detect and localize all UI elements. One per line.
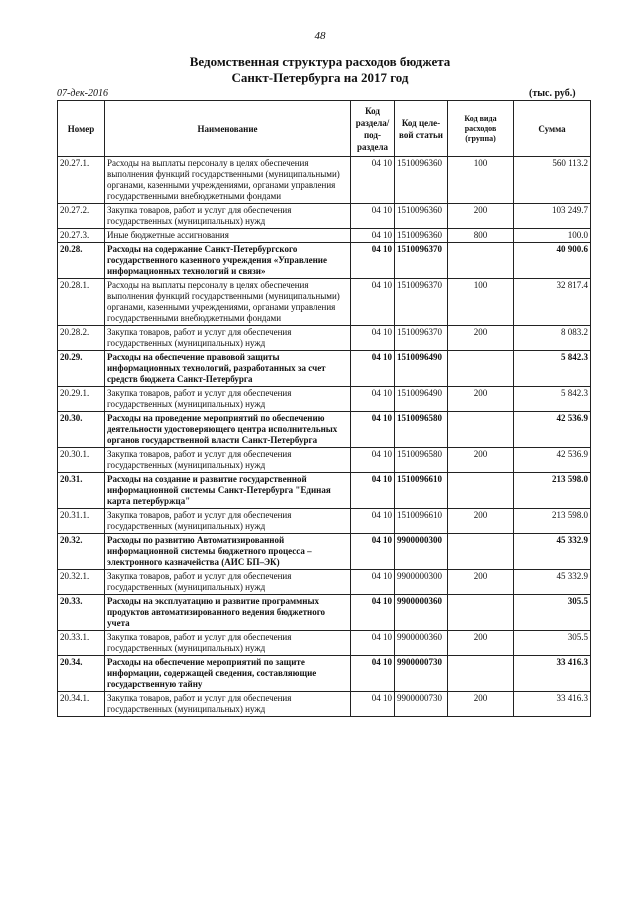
row-number: 20.29. — [58, 351, 105, 387]
row-summa: 40 900.6 — [514, 243, 591, 279]
table-row-section — [58, 243, 591, 279]
table-row — [58, 204, 591, 229]
table-row-section — [58, 595, 591, 631]
units-label: (тыс. руб.) — [529, 88, 576, 99]
row-celevaya-statya: 1510096370 — [395, 326, 448, 351]
row-celevaya-statya: 1510096360 — [395, 157, 448, 204]
row-summa: 305.5 — [514, 631, 591, 656]
header-nomer: Номер — [58, 101, 105, 157]
row-number: 20.34. — [58, 656, 105, 692]
row-razdel: 04 10 — [351, 326, 395, 351]
row-razdel: 04 10 — [351, 279, 395, 326]
table-row — [58, 448, 591, 473]
row-summa: 5 842.3 — [514, 387, 591, 412]
row-razdel: 04 10 — [351, 509, 395, 534]
row-summa: 45 332.9 — [514, 534, 591, 570]
row-razdel: 04 10 — [351, 157, 395, 204]
row-razdel: 04 10 — [351, 448, 395, 473]
row-celevaya-statya: 9900000730 — [395, 692, 448, 717]
row-name: Закупка товаров, работ и услуг для обеспечения государственных (муниципальных) нужд — [105, 387, 351, 412]
row-number: 20.27.2. — [58, 204, 105, 229]
row-name: Закупка товаров, работ и услуг для обеспечения государственных (муниципальных) нужд — [105, 509, 351, 534]
row-vid-rashodov — [448, 595, 514, 631]
row-vid-rashodov: 200 — [448, 448, 514, 473]
row-razdel: 04 10 — [351, 351, 395, 387]
table-row-section — [58, 351, 591, 387]
row-vid-rashodov: 200 — [448, 204, 514, 229]
row-summa: 103 249.7 — [514, 204, 591, 229]
row-number: 20.28.2. — [58, 326, 105, 351]
row-summa: 45 332.9 — [514, 570, 591, 595]
row-vid-rashodov: 100 — [448, 157, 514, 204]
row-razdel: 04 10 — [351, 692, 395, 717]
row-number: 20.34.1. — [58, 692, 105, 717]
row-vid-rashodov — [448, 534, 514, 570]
table-row-section — [58, 412, 591, 448]
row-vid-rashodov: 200 — [448, 387, 514, 412]
row-celevaya-statya: 1510096370 — [395, 279, 448, 326]
row-razdel: 04 10 — [351, 534, 395, 570]
table-row — [58, 509, 591, 534]
row-celevaya-statya: 9900000360 — [395, 631, 448, 656]
row-summa: 5 842.3 — [514, 351, 591, 387]
header-vid-rashodov: Код вида расходов (группа) — [448, 101, 514, 157]
row-celevaya-statya: 9900000360 — [395, 595, 448, 631]
row-vid-rashodov: 200 — [448, 692, 514, 717]
row-summa: 8 083.2 — [514, 326, 591, 351]
row-summa: 42 536.9 — [514, 448, 591, 473]
row-razdel: 04 10 — [351, 570, 395, 595]
table-row — [58, 631, 591, 656]
document-title — [0, 54, 640, 86]
row-number: 20.30.1. — [58, 448, 105, 473]
row-razdel: 04 10 — [351, 387, 395, 412]
row-celevaya-statya: 9900000730 — [395, 656, 448, 692]
row-celevaya-statya: 9900000300 — [395, 534, 448, 570]
table-body — [58, 157, 591, 717]
row-razdel: 04 10 — [351, 631, 395, 656]
row-name: Закупка товаров, работ и услуг для обеспечения государственных (муниципальных) нужд — [105, 448, 351, 473]
row-vid-rashodov — [448, 243, 514, 279]
row-number: 20.28.1. — [58, 279, 105, 326]
row-name: Расходы по развитию Автоматизированной информационной системы бюджетного процесса – электронного казначейства (АИС БП–ЭК) — [105, 534, 351, 570]
row-vid-rashodov: 200 — [448, 631, 514, 656]
header-summa: Сумма — [514, 101, 591, 157]
row-celevaya-statya: 1510096370 — [395, 243, 448, 279]
row-name: Закупка товаров, работ и услуг для обеспечения государственных (муниципальных) нужд — [105, 204, 351, 229]
row-celevaya-statya: 1510096360 — [395, 204, 448, 229]
document-date: 07-дек-2016 — [57, 88, 108, 99]
row-name: Закупка товаров, работ и услуг для обеспечения государственных (муниципальных) нужд — [105, 326, 351, 351]
row-vid-rashodov: 200 — [448, 509, 514, 534]
row-vid-rashodov — [448, 473, 514, 509]
row-name: Расходы на выплаты персоналу в целях обеспечения выполнения функций государственными (муниципальными) органами, казенными учреждениями, органами управления государственными внебюджетными фондами — [105, 279, 351, 326]
table-row — [58, 157, 591, 204]
row-name: Закупка товаров, работ и услуг для обеспечения государственных (муниципальных) нужд — [105, 631, 351, 656]
header-celevaya-statya: Код целе- вой статьи — [395, 101, 448, 157]
table-header-row — [58, 101, 591, 157]
row-summa: 100.0 — [514, 229, 591, 243]
table-row — [58, 229, 591, 243]
row-celevaya-statya: 1510096490 — [395, 351, 448, 387]
row-celevaya-statya: 1510096360 — [395, 229, 448, 243]
row-name: Закупка товаров, работ и услуг для обеспечения государственных (муниципальных) нужд — [105, 570, 351, 595]
table-row — [58, 570, 591, 595]
row-name: Расходы на содержание Санкт-Петербургского государственного казенного учреждения «Управление информационных технологий и связи» — [105, 243, 351, 279]
header-razdel: Код раздела/ под- раздела — [351, 101, 395, 157]
row-number: 20.29.1. — [58, 387, 105, 412]
row-celevaya-statya: 1510096610 — [395, 473, 448, 509]
table-row — [58, 692, 591, 717]
row-name: Расходы на создание и развитие государственной информационной системы Санкт-Петербурга "Единая карта петербуржца" — [105, 473, 351, 509]
row-vid-rashodov: 200 — [448, 570, 514, 595]
row-number: 20.30. — [58, 412, 105, 448]
row-summa: 560 113.2 — [514, 157, 591, 204]
row-celevaya-statya: 1510096580 — [395, 412, 448, 448]
table-row — [58, 387, 591, 412]
row-summa: 32 817.4 — [514, 279, 591, 326]
page-number: 48 — [314, 30, 326, 42]
row-summa: 33 416.3 — [514, 656, 591, 692]
row-name: Иные бюджетные ассигнования — [105, 229, 351, 243]
row-summa: 213 598.0 — [514, 473, 591, 509]
table-row — [58, 279, 591, 326]
row-summa: 305.5 — [514, 595, 591, 631]
row-vid-rashodov: 200 — [448, 326, 514, 351]
row-razdel: 04 10 — [351, 243, 395, 279]
row-number: 20.33.1. — [58, 631, 105, 656]
row-number: 20.33. — [58, 595, 105, 631]
row-vid-rashodov: 800 — [448, 229, 514, 243]
row-summa: 213 598.0 — [514, 509, 591, 534]
row-name: Расходы на проведение мероприятий по обеспечению деятельности удостоверяющего центра исполнительных органов государственной власти Санкт-Петербурга — [105, 412, 351, 448]
row-number: 20.32. — [58, 534, 105, 570]
row-number: 20.31.1. — [58, 509, 105, 534]
row-razdel: 04 10 — [351, 473, 395, 509]
table-row-section — [58, 473, 591, 509]
row-vid-rashodov — [448, 351, 514, 387]
row-name: Расходы на обеспечение правовой защиты информационных технологий, разработанных за счет средств бюджета Санкт-Петербурга — [105, 351, 351, 387]
row-vid-rashodov — [448, 656, 514, 692]
row-name: Закупка товаров, работ и услуг для обеспечения государственных (муниципальных) нужд — [105, 692, 351, 717]
row-vid-rashodov: 100 — [448, 279, 514, 326]
table-row-section — [58, 534, 591, 570]
row-number: 20.27.1. — [58, 157, 105, 204]
row-razdel: 04 10 — [351, 595, 395, 631]
row-summa: 42 536.9 — [514, 412, 591, 448]
row-vid-rashodov — [448, 412, 514, 448]
row-celevaya-statya: 1510096490 — [395, 387, 448, 412]
row-razdel: 04 10 — [351, 656, 395, 692]
row-celevaya-statya: 1510096610 — [395, 509, 448, 534]
row-celevaya-statya: 9900000300 — [395, 570, 448, 595]
row-name: Расходы на эксплуатацию и развитие программных продуктов автоматизированного ведения бюджетного учета — [105, 595, 351, 631]
header-naimenovanie: Наименование — [105, 101, 351, 157]
row-number: 20.31. — [58, 473, 105, 509]
table-row — [58, 326, 591, 351]
table-row-section — [58, 656, 591, 692]
row-number: 20.27.3. — [58, 229, 105, 243]
row-razdel: 04 10 — [351, 229, 395, 243]
title-line-1: Ведомственная структура расходов бюджета — [189, 54, 451, 69]
row-number: 20.28. — [58, 243, 105, 279]
row-name: Расходы на обеспечение мероприятий по защите информации, содержащей сведения, составляющие государственную тайну — [105, 656, 351, 692]
row-celevaya-statya: 1510096580 — [395, 448, 448, 473]
budget-table — [57, 100, 591, 717]
row-razdel: 04 10 — [351, 412, 395, 448]
row-number: 20.32.1. — [58, 570, 105, 595]
row-summa: 33 416.3 — [514, 692, 591, 717]
title-line-2: Санкт-Петербурга на 2017 год — [231, 70, 409, 85]
row-name: Расходы на выплаты персоналу в целях обеспечения выполнения функций государственными (муниципальными) органами, казенными учреждениями, органами управления государственными внебюджетными фондами — [105, 157, 351, 204]
row-razdel: 04 10 — [351, 204, 395, 229]
